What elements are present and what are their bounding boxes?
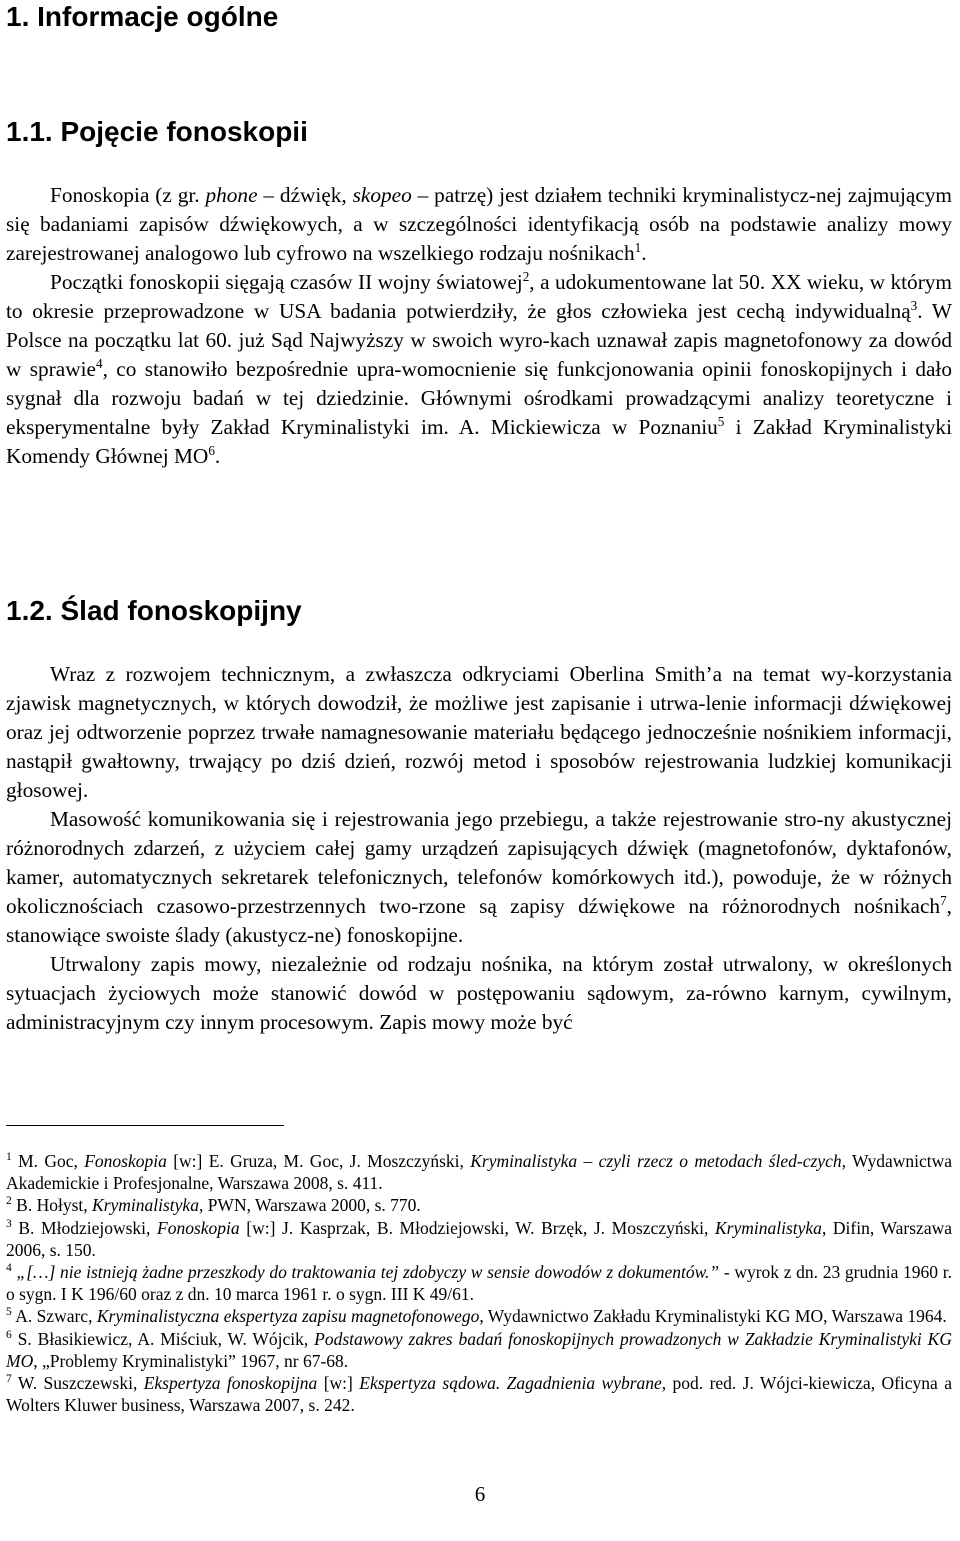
footnote-ref: 7 xyxy=(940,892,947,908)
paragraph: Masowość komunikowania się i rejestrowania jego przebiegu, a także rejestrowanie stro-ny akustycznej różnorodnych zdarzeń, z użyciem całej gamy urządzeń zapisujących dźwięk (magnetofonów, dyktafonów, kamer, automatycznych sekretarek telefonicznych, telefonów komórkowych itd.), powoduje, że w różnych okolicznościach czasowo-przestrzennych two-rzone są zapisy dźwiękowe na różnorodnych nośnikach$^7$, stanowiące swoiste ślady (akustycz-ne) fonoskopijne. xyxy=(6,807,952,947)
section-heading-1-2: 1.2. Ślad fonoskopijny xyxy=(6,595,302,626)
footnote-ref: 6 xyxy=(208,442,215,458)
section-1-2-body xyxy=(6,660,952,1037)
footnotes xyxy=(6,1150,952,1416)
paragraph: Utrwalony zapis mowy, niezależnie od rodzaju nośnika, na którym został utrwalony, w określonych sytuacjach życiowych może stanowić dowód w postępowaniu sądowym, za-równo karnym, cywilnym, administracyjnym czy innym procesowym. Zapis mowy może być xyxy=(6,952,952,1034)
footnote-separator xyxy=(6,1125,284,1126)
footnote-5: $^5$ A. Szwarc, Kryminalistyczna ekspertyza zapisu magnetofonowego, Wydawnictwo Zakładu Kryminalistyki KG MO, Warszawa 1964. xyxy=(6,1306,947,1327)
footnote-6: $^6$ S. Błasikiewicz, A. Miściuk, W. Wójcik, Podstawowy zakres badań fonoskopijnych prowadzonych w Zakładzie Kryminalistyki KG MO, „Problemy Kryminalistyki” 1967, nr 67-68. xyxy=(6,1328,952,1371)
paragraph: Wraz z rozwojem technicznym, a zwłaszcza odkryciami Oberlina Smith’a na temat wy-korzystania zjawisk magnetycznych, w których dowodził, że możliwe jest zapisanie i utrwa-lenie informacji dźwiękowej oraz jej odtworzenie poprzez trwałe namagnesowanie materiału będącego jednocześnie nośnikiem informacji, nastąpił gwałtowny, trwający po dziś dzień, rozwój metod i sposobów rejestrowania ludzkiej komunikacji głosowej. xyxy=(6,662,952,802)
footnote-3: $^3$ B. Młodziejowski, Fonoskopia [w:] J. Kasprzak, B. Młodziejowski, W. Brzęk, J. Moszczyński, Kryminalistyka, Difin, Warszawa 2006, s. 150. xyxy=(6,1217,952,1260)
footnote-ref: 5 xyxy=(717,413,725,429)
footnote-2: $^2$ B. Hołyst, Kryminalistyka, PWN, Warszawa 2000, s. 770. xyxy=(6,1195,421,1216)
section-1-1-body xyxy=(6,181,952,471)
footnote-1: $^1$ M. Goc, Fonoskopia [w:] E. Gruza, M. Goc, J. Moszczyński, Kryminalistyka – czyli rzecz o metodach śled-czych, Wydawnictwa Akademickie i Profesjonalne, Warszawa 2008, s. 411. xyxy=(6,1151,953,1194)
paragraph: Początki fonoskopii sięgają czasów II wojny światowej$^2$, a udokumentowane lat 50. XX wieku, w którym to okresie przeprowadzone w USA badania potwierdziły, że głos człowieka jest cechą indywidualną$^3$. W Polsce na początku lat 60. już Sąd Najwyższy w swoich wyro-kach uznawał zapis magnetofonowy za dowód w sprawie$^4$, co stanowiło bezpośrednie upra-womocnienie się funkcjonowania opinii fonoskopijnych i dało sygnał dla rozwoju badań w tej dziedzinie. Głównymi ośrodkami prowadzącymi analizy teoretyczne i eksperymentalne były Zakład Kryminalistyki im. A. Mickiewicza w Poznaniu$^5$ i Zakład Kryminalistyki Komendy Głównej $MO^6$. xyxy=(6,268,953,468)
footnote-ref: 4 xyxy=(95,355,103,371)
footnote-7: $^7$ W. Suszczewski, Ekspertyza fonoskopijna [w:] Ekspertyza sądowa. Zagadnienia wybrane, pod. red. J. Wójci-kiewicza, Oficyna a Wolters Kluwer business, Warszawa 2007, s. 242. xyxy=(6,1373,952,1416)
paragraph: Fonoskopia (z gr. phone – dźwięk, skopeo – patrzę) jest działem techniki kryminalistycz-nej zajmującym się badaniami zapisów dźwiękowych, a w szczególności identyfikacją osób na podstawie analizy mowy zarejestrowanej analogowo lub cyfrowo na wszelkiego rodzaju nośnikach$^1$. xyxy=(6,183,952,265)
footnote-ref: 1 xyxy=(634,239,642,255)
chapter-heading: 1. Informacje ogólne xyxy=(6,1,279,32)
footnote-ref: 3 xyxy=(910,297,918,313)
footnote-ref: 2 xyxy=(522,268,530,284)
footnote-4: $^4$ „[…] nie istnieją żadne przeszkody do traktowania tej zdobyczy w sensie dowodów z dokumentów.” - wyrok z dn. 23 grudnia 1960 r. o sygn. I K 196/60 oraz z dn. 10 marca 1961 r. o sygn. III K 49/61. xyxy=(6,1262,952,1305)
page-number: 6 xyxy=(474,1482,486,1506)
section-heading-1-1: 1.1. Pojęcie fonoskopii xyxy=(6,116,308,147)
